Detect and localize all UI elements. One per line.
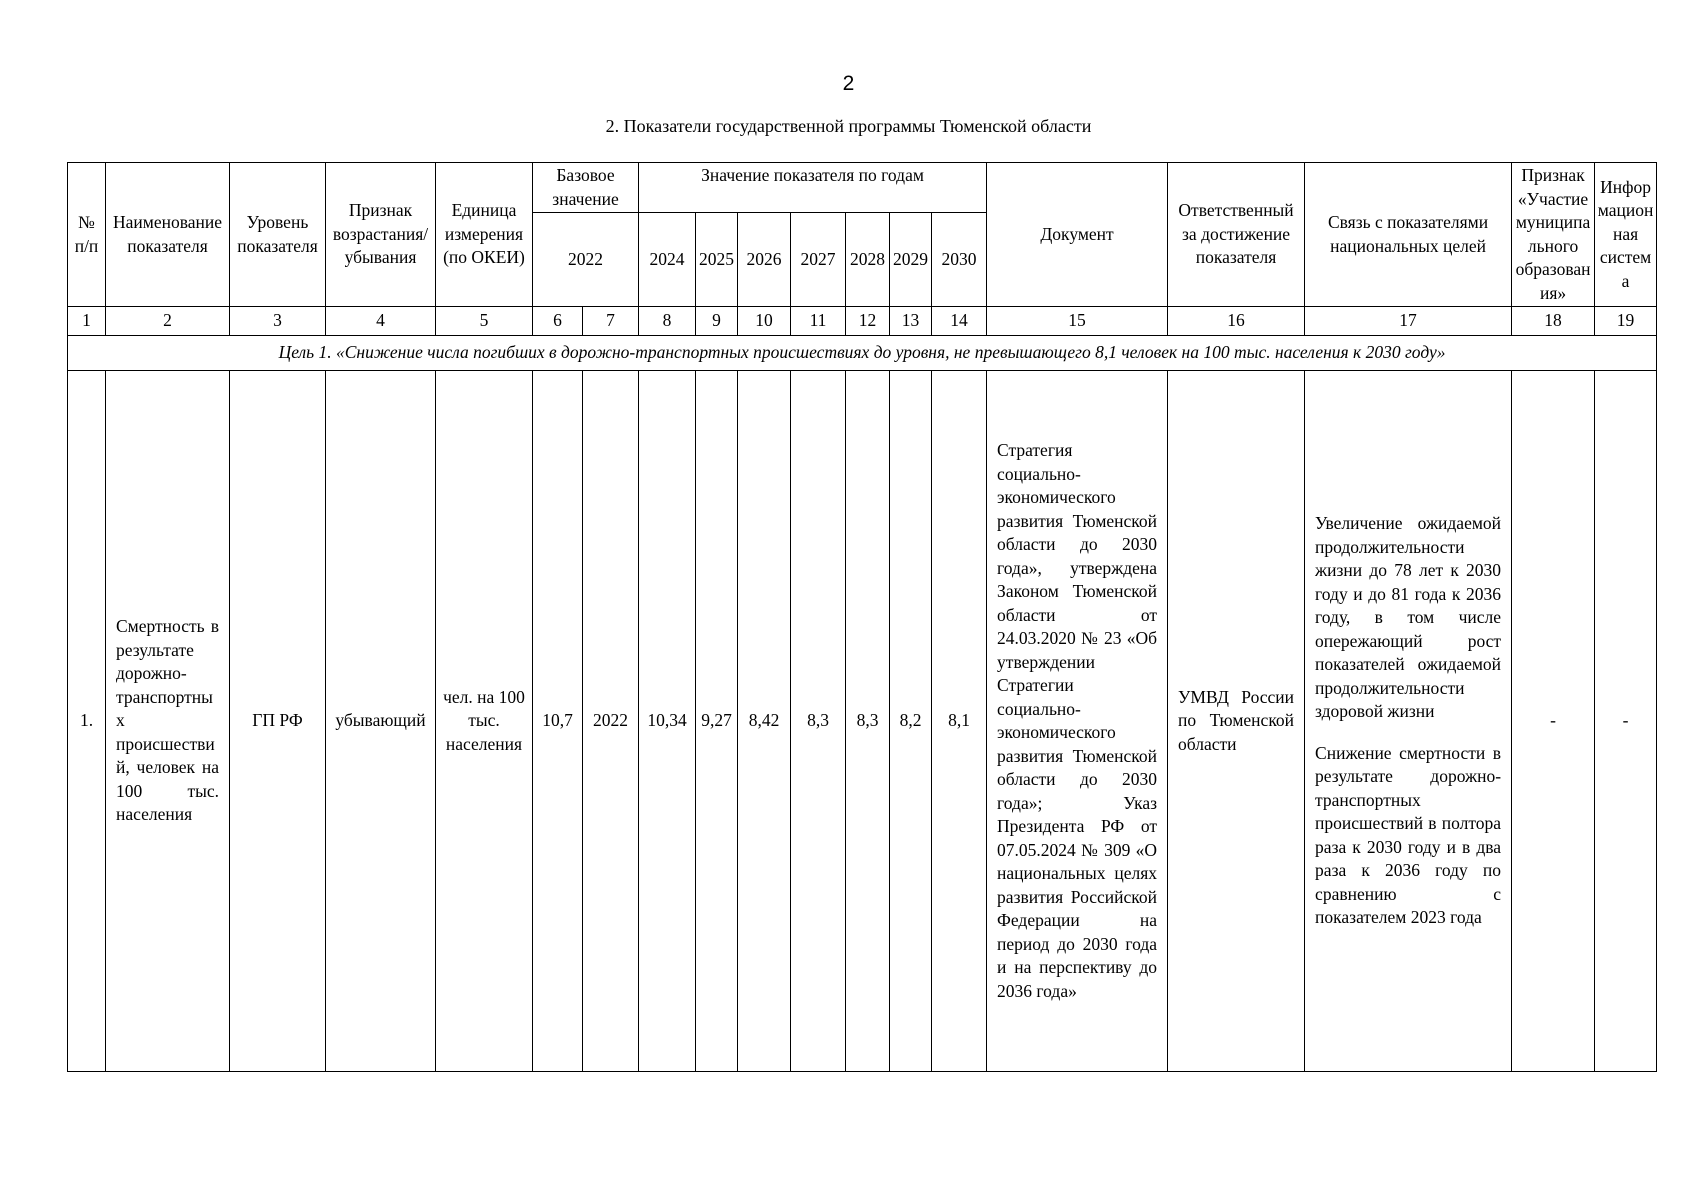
header-municipal: Признак «Участие муниципального образования» bbox=[1512, 163, 1595, 307]
header-year: 2026 bbox=[738, 213, 791, 307]
column-number: 18 bbox=[1512, 307, 1595, 336]
header-link: Связь с показателями национальных целей bbox=[1305, 163, 1512, 307]
value-2030: 8,1 bbox=[932, 371, 987, 1072]
column-number: 7 bbox=[583, 307, 639, 336]
indicator-trend: убывающий bbox=[326, 371, 436, 1072]
information-system: - bbox=[1595, 371, 1657, 1072]
header-trend: Признак возрастания/ убывания bbox=[326, 163, 436, 307]
row-num: 1. bbox=[68, 371, 106, 1072]
header-responsible: Ответственный за достижение показателя bbox=[1168, 163, 1305, 307]
column-number: 16 bbox=[1168, 307, 1305, 336]
column-number: 15 bbox=[987, 307, 1168, 336]
value-2026: 8,42 bbox=[738, 371, 791, 1072]
column-number: 17 bbox=[1305, 307, 1512, 336]
header-base-year: 2022 bbox=[533, 213, 639, 307]
column-number: 19 bbox=[1595, 307, 1657, 336]
responsible-body: УМВД России по Тюменской области bbox=[1168, 371, 1305, 1072]
header-years-group: Значение показателя по годам bbox=[639, 163, 987, 213]
national-goal-link-1: Увеличение ожидаемой продолжительности жизни до 78 лет к 2030 году и до 81 года к 2036 году, в том числе опережающий рост показателей ожидаемой продолжительности здоровой жизни bbox=[1315, 513, 1502, 722]
document-reference: Стратегия социально-экономического развития Тюменской области до 2030 года», утверждена Законом Тюменской области от 24.03.2020 № 23 «Об утверждении Стратегии социально-экономического развития Тюменской области до 2030 года»; Указ Президента РФ от 07.05.2024 № 309 «О национальных целях развития Российской Федерации на период до 2030 года и на перспективу до 2036 года» bbox=[987, 371, 1168, 1072]
column-number: 4 bbox=[326, 307, 436, 336]
page-number: 2 bbox=[842, 72, 855, 95]
header-num: № п/п bbox=[68, 163, 106, 307]
header-level: Уровень показателя bbox=[230, 163, 326, 307]
national-goals-link bbox=[1305, 371, 1512, 1072]
municipal-participation: - bbox=[1512, 371, 1595, 1072]
value-2028: 8,3 bbox=[846, 371, 890, 1072]
indicator-unit: чел. на 100 тыс. населения bbox=[436, 371, 533, 1072]
column-number: 14 bbox=[932, 307, 987, 336]
column-number: 5 bbox=[436, 307, 533, 336]
header-base: Базовое значение bbox=[533, 163, 639, 213]
value-2029: 8,2 bbox=[890, 371, 932, 1072]
header-year: 2025 bbox=[696, 213, 738, 307]
header-year: 2030 bbox=[932, 213, 987, 307]
header-year: 2027 bbox=[791, 213, 846, 307]
column-number: 12 bbox=[846, 307, 890, 336]
header-document: Документ bbox=[987, 163, 1168, 307]
header-year: 2028 bbox=[846, 213, 890, 307]
goal-row: Цель 1. «Снижение числа погибших в дорожно-транспортных происшествиях до уровня, не превышающего 8,1 человек на 100 тыс. населения к 2030 году» bbox=[68, 336, 1657, 371]
value-2027: 8,3 bbox=[791, 371, 846, 1072]
column-number: 6 bbox=[533, 307, 583, 336]
base-year: 2022 bbox=[583, 371, 639, 1072]
header-info-system: Информационная система bbox=[1595, 163, 1657, 307]
header-year: 2024 bbox=[639, 213, 696, 307]
base-value: 10,7 bbox=[533, 371, 583, 1072]
value-2025: 9,27 bbox=[696, 371, 738, 1072]
indicators-table bbox=[67, 162, 1657, 1072]
column-number: 2 bbox=[106, 307, 230, 336]
document-title: 2. Показатели государственной программы Тюменской области bbox=[605, 116, 1092, 136]
column-number: 11 bbox=[791, 307, 846, 336]
column-number: 1 bbox=[68, 307, 106, 336]
header-name: Наименование показателя bbox=[106, 163, 230, 307]
national-goal-link-2: Снижение смертности в результате дорожно-транспортных происшествий в полтора раза к 2030 году и в два раза к 2036 году по сравнению с показателем 2023 года bbox=[1315, 742, 1502, 928]
column-number: 8 bbox=[639, 307, 696, 336]
column-number: 3 bbox=[230, 307, 326, 336]
column-number: 9 bbox=[696, 307, 738, 336]
column-number: 13 bbox=[890, 307, 932, 336]
table-row bbox=[68, 371, 1657, 1072]
indicator-name: Смертность в результате дорожно-транспортных происшествий, человек на 100 тыс. населения bbox=[106, 371, 230, 1072]
header-year: 2029 bbox=[890, 213, 932, 307]
value-2024: 10,34 bbox=[639, 371, 696, 1072]
column-number: 10 bbox=[738, 307, 791, 336]
indicator-level: ГП РФ bbox=[230, 371, 326, 1072]
header-unit: Единица измерения (по ОКЕИ) bbox=[436, 163, 533, 307]
